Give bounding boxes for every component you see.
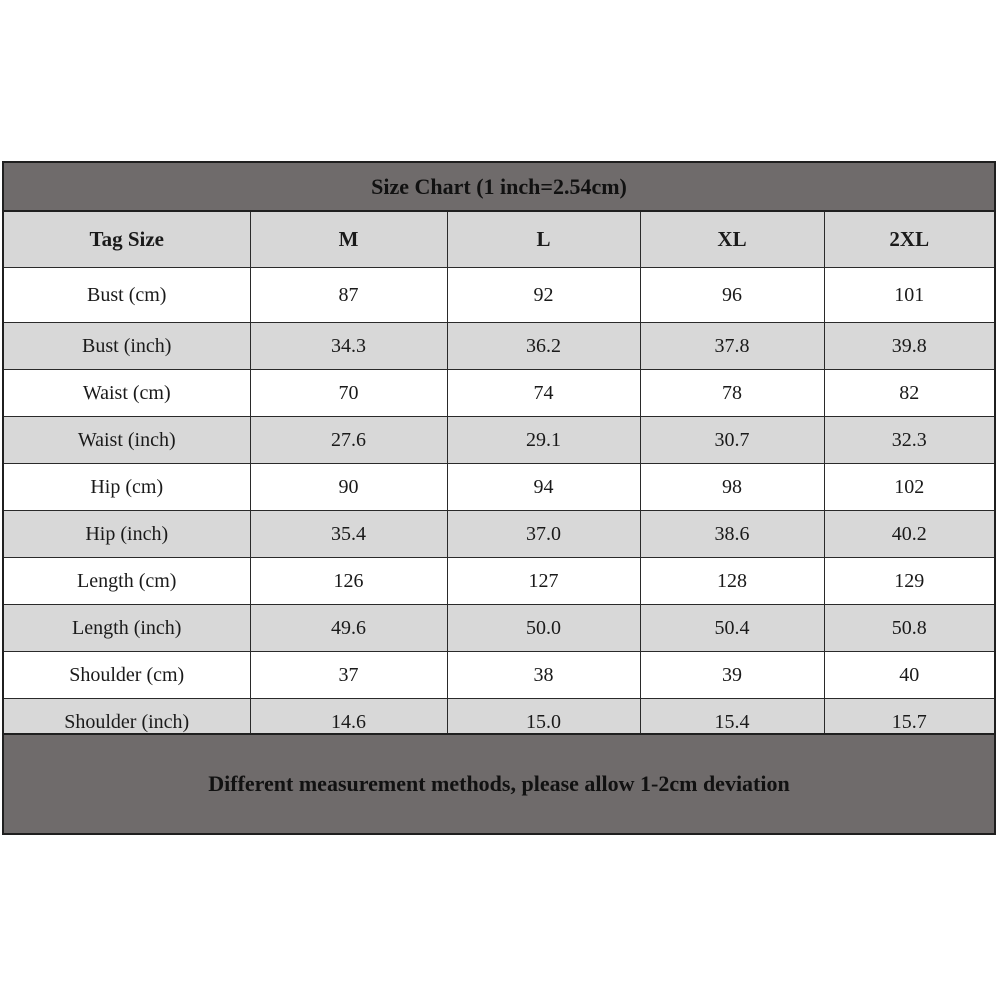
column-header-m: M xyxy=(250,212,447,268)
row-label: Hip (inch) xyxy=(4,511,250,558)
table-row xyxy=(4,464,994,511)
table-cell: 74 xyxy=(447,370,640,417)
table-cell: 101 xyxy=(824,268,994,323)
table-cell: 49.6 xyxy=(250,605,447,652)
table-row xyxy=(4,605,994,652)
table-cell: 128 xyxy=(640,558,824,605)
table-cell: 94 xyxy=(447,464,640,511)
table-cell: 126 xyxy=(250,558,447,605)
table-cell: 15.7 xyxy=(824,699,994,746)
table-cell: 14.6 xyxy=(250,699,447,746)
table-cell: 50.4 xyxy=(640,605,824,652)
table-body xyxy=(4,268,994,746)
row-label: Hip (cm) xyxy=(4,464,250,511)
table-cell: 40 xyxy=(824,652,994,699)
table-row xyxy=(4,511,994,558)
table-cell: 87 xyxy=(250,268,447,323)
column-header-l: L xyxy=(447,212,640,268)
table-cell: 32.3 xyxy=(824,417,994,464)
table-cell: 29.1 xyxy=(447,417,640,464)
table-cell: 39.8 xyxy=(824,323,994,370)
size-chart xyxy=(2,161,996,835)
table-cell: 37.0 xyxy=(447,511,640,558)
table-cell: 34.3 xyxy=(250,323,447,370)
table-cell: 36.2 xyxy=(447,323,640,370)
row-label: Length (inch) xyxy=(4,605,250,652)
table-cell: 37 xyxy=(250,652,447,699)
table-cell: 90 xyxy=(250,464,447,511)
column-header-xl: XL xyxy=(640,212,824,268)
table-cell: 27.6 xyxy=(250,417,447,464)
table-cell: 39 xyxy=(640,652,824,699)
table-cell: 35.4 xyxy=(250,511,447,558)
row-label: Bust (inch) xyxy=(4,323,250,370)
size-table xyxy=(4,212,994,746)
table-cell: 102 xyxy=(824,464,994,511)
table-row xyxy=(4,417,994,464)
row-label: Shoulder (cm) xyxy=(4,652,250,699)
table-cell: 37.8 xyxy=(640,323,824,370)
table-row xyxy=(4,558,994,605)
table-cell: 38 xyxy=(447,652,640,699)
table-cell: 15.0 xyxy=(447,699,640,746)
header-row xyxy=(4,212,994,268)
table-row xyxy=(4,323,994,370)
row-label: Shoulder (inch) xyxy=(4,699,250,746)
column-header-2xl: 2XL xyxy=(824,212,994,268)
table-cell: 50.0 xyxy=(447,605,640,652)
row-label: Length (cm) xyxy=(4,558,250,605)
row-label: Waist (inch) xyxy=(4,417,250,464)
table-cell: 38.6 xyxy=(640,511,824,558)
table-cell: 50.8 xyxy=(824,605,994,652)
table-cell: 127 xyxy=(447,558,640,605)
table-row xyxy=(4,268,994,323)
table-cell: 70 xyxy=(250,370,447,417)
table-cell: 82 xyxy=(824,370,994,417)
table-row xyxy=(4,370,994,417)
table-cell: 78 xyxy=(640,370,824,417)
table-cell: 92 xyxy=(447,268,640,323)
column-header-tag-size: Tag Size xyxy=(4,212,250,268)
table-cell: 96 xyxy=(640,268,824,323)
table-cell: 15.4 xyxy=(640,699,824,746)
table-cell: 98 xyxy=(640,464,824,511)
row-label: Bust (cm) xyxy=(4,268,250,323)
table-cell: 40.2 xyxy=(824,511,994,558)
footer-note: Different measurement methods, please allow 1-2cm deviation xyxy=(4,733,994,833)
table-cell: 129 xyxy=(824,558,994,605)
chart-title: Size Chart (1 inch=2.54cm) xyxy=(4,163,994,212)
table-cell: 30.7 xyxy=(640,417,824,464)
row-label: Waist (cm) xyxy=(4,370,250,417)
table-row xyxy=(4,652,994,699)
